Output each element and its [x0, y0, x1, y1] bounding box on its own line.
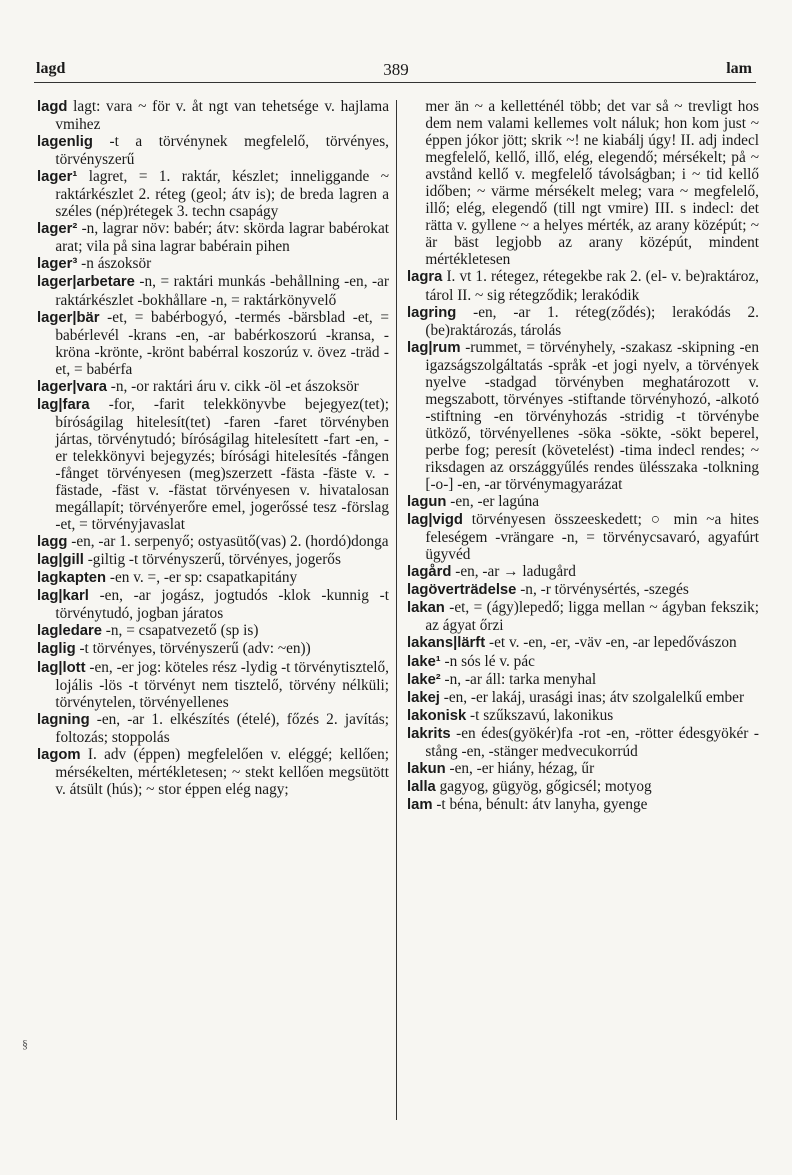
entry-definition: -en, -er jog: köteles rész -lydig -t törvénytisztelő, lojális -lös -t törvényt nem tisztelő, törvény nélküli; törvénytelen, törvényellenes [55, 658, 389, 711]
entry-headword: lake² [407, 671, 441, 688]
entry-headword: laglig [37, 641, 76, 658]
entry-headword: lager|arbetare [37, 274, 135, 291]
entry-definition: -n, lagrar növ: babér; átv: skörda lagrar babérokat arat; vila på sina lagrar babérain pihen [55, 220, 389, 256]
entry-definition: lagret, = 1. raktár, készlet; inneliggande ~ raktárkészlet 2. réteg (geol; átv is); de breda lagren a széles (nép)rétegek 3. techn csapágy [55, 168, 389, 221]
entry-definition: -et, = (ágy)lepedő; ligga mellan ~ ágyban fekszik; az ágyat őrzi [425, 599, 759, 635]
entry-headword: lag|gill [37, 552, 84, 569]
entry-headword: lagg [37, 534, 68, 551]
entry-headword: lagkapten [37, 570, 107, 587]
entry-headword: lake¹ [407, 653, 441, 670]
margin-mark: § [22, 1037, 28, 1051]
dictionary-entry [37, 168, 389, 220]
dictionary-entry [37, 220, 389, 255]
entry-headword: lagra [407, 269, 443, 286]
right-column [407, 98, 759, 814]
entry-definition: -en, -er lakáj, urasági inas; átv szolgalelkű ember [439, 688, 745, 706]
entry-headword: lagledare [37, 623, 102, 640]
entry-headword: lakan [407, 600, 445, 617]
entry-definition: -en, -ar 1. réteg(ződés); lerakódás 2. (be)raktározás, tárolás [425, 303, 759, 339]
entry-definition: -en, -ar 1. elkészítés (ételé), főzés 2. javítás; foltozás; stoppolás [55, 710, 389, 746]
entry-headword: lagöverträdelse [407, 582, 517, 599]
entry-headword: lag|karl [37, 588, 89, 605]
dictionary-entry [407, 760, 759, 778]
dictionary-entry [407, 725, 759, 760]
entry-headword: lagenlig [37, 134, 93, 151]
entry-headword: lagd [37, 99, 68, 115]
entry-headword: lalla [407, 778, 436, 795]
entry-headword: lakrits [407, 725, 451, 742]
dictionary-entry [407, 599, 759, 634]
dictionary-entry [37, 396, 389, 533]
dictionary-entry [37, 309, 389, 378]
entry-definition: -t béna, bénult: átv lanyha, gyenge [432, 795, 648, 813]
entry-definition: -en édes(gyökér)fa -rot -en, -rötter édesgyökér -stång -en, -stänger medvecukorrúd [425, 724, 759, 760]
entry-definition: -et, = babérbogyó, -termés -bärsblad -et, = babérlevél -krans -en, -ar babérkoszorú -kransa, -kröna -krönte, -krönt babérral koszorúz v. övez -träd -et, = babérfa [55, 308, 389, 378]
dictionary-entry [37, 273, 389, 308]
dictionary-entry [407, 689, 759, 707]
entry-headword: lag|fara [37, 396, 90, 413]
dictionary-entry [407, 268, 759, 303]
entry-definition: -n, = raktári munkás -behållning -en, -ar raktárkészlet -bokhållare -n, = raktárkönyvelő [55, 273, 389, 309]
entry-definition: -et v. -en, -er, -väv -en, -ar lepedővászon [485, 634, 737, 652]
entry-definition: lagt: vara ~ för v. åt ngt van tehetsége v. hajlama vmihez [55, 98, 389, 134]
entry-headword: lagom [37, 746, 81, 763]
entry-definition: mer än ~ a kelletténél több; det var så ~ trevligt hos dem nem valami kellemes volt náluk; hon kom just ~ éppen jókor jött; skrik ~! ne kiabálj úgy! II. adj indecl megfelelő, kellő, illő, elég, elegendő; mérsékelt; på ~ avstånd kellő v. megfelelő távolságban; i ~ tid kellő időben; ~ värme mérsékelt meleg; vara ~ megfelelő, illő; elég, elegendő (till ngt vmire) III. s indecl: det rätta v. gyllene ~ a helyes mérték, az arany középút; ~ är bäst legjobb az arany középút, mindent mértékletesen [425, 98, 759, 269]
dictionary-entry [407, 796, 759, 814]
entry-definition: -giltig -t törvényszerű, törvényes, jogerős [83, 551, 341, 569]
left-column [37, 98, 389, 798]
entry-headword: lakej [407, 689, 440, 706]
dictionary-entry [37, 255, 389, 273]
entry-headword: lager³ [37, 256, 78, 273]
dictionary-entry [407, 511, 759, 563]
entry-definition: -n sós lé v. pác [440, 652, 535, 670]
entry-definition: -en, -ar → ladugård [451, 563, 576, 581]
entry-headword: lag|rum [407, 339, 461, 356]
dictionary-entry [37, 98, 389, 133]
entry-definition: -en, -ar jogász, jogtudós -klok -kunnig -t törvénytudó, jogban járatos [55, 587, 389, 623]
entry-headword: lakun [407, 760, 446, 777]
entry-definition: törvényesen összeeskedett; ○ min ~a hites feleségem -vrängare -n, = törvénycsavaró, agyafúrt ügyvéd [425, 511, 759, 564]
header-left-guideword: lagd [36, 60, 66, 77]
header-rule [34, 82, 756, 83]
page-number: 389 [383, 60, 409, 79]
entry-headword: lam [407, 796, 433, 813]
entry-headword: lakonisk [407, 707, 467, 724]
entry-headword: lager|vara [37, 378, 107, 395]
entry-definition: -en, -er lagúna [446, 493, 540, 511]
entry-headword: lakans|lärft [407, 635, 486, 652]
dictionary-entry [37, 569, 389, 587]
dictionary-entry [407, 671, 759, 689]
entry-headword: lag|lott [37, 659, 86, 676]
entry-definition: I. adv (éppen) megfelelően v. eléggé; kellően; mérsékelten, mértékletesen; ~ stekt kellően megsütött v. átsült (hús); ~ stor éppen elég nagy; [55, 745, 389, 798]
entry-headword: lager² [37, 221, 78, 238]
entry-definition: -n, = csapatvezető (sp is) [101, 622, 259, 640]
entry-definition: I. vt 1. rétegez, rétegekbe rak 2. (el- v. be)raktároz, tárol II. ~ sig rétegződik; lerakódik [425, 268, 759, 304]
dictionary-entry [407, 98, 759, 268]
entry-definition: -t törvényes, törvényszerű (adv: ~en)) [75, 640, 311, 658]
header-right-guideword: lam [726, 60, 752, 77]
entry-definition: -en, -er hiány, hézag, űr [445, 759, 595, 777]
entry-definition: -n, -or raktári áru v. cikk -öl -et ászoksör [106, 377, 359, 395]
entry-headword: lag|vigd [407, 512, 463, 529]
entry-headword: lagun [407, 494, 447, 511]
entry-headword: lagning [37, 711, 90, 728]
dictionary-entry [407, 581, 759, 599]
dictionary-entry [407, 778, 759, 796]
dictionary-entry [37, 622, 389, 640]
entry-definition: -t a törvénynek megfelelő, törvényes, törvényszerű [55, 133, 389, 169]
entry-definition: -en v. =, -er sp: csapatkapitány [106, 569, 298, 587]
entry-headword: lager¹ [37, 169, 78, 186]
dictionary-entry [37, 711, 389, 746]
dictionary-entry [407, 634, 759, 652]
column-divider [396, 100, 397, 1120]
entry-headword: lager|bär [37, 309, 100, 326]
entry-definition: -rummet, = törvényhely, -szakasz -skipning -en igazságszolgáltatás -språk -et jogi nyelv, a törvények nyelve -stadgad törvényben meghatározott v. megszabott, törvényes -stiftande törvényhozó, -alkotó -stiftning -en törvényhozás -stridig -t törvénybe ütköző, törvényellenes -söka -sökte, -sökt beperel, perbe fog; peresít (követelést) -tima indecl rendes; ~ riksdagen az országgyűlés rendes ülésszaka -tolkning [-o-] -en, -ar törvénymagyarázat [425, 338, 759, 494]
entry-definition: -n ászoksör [77, 255, 152, 273]
entry-definition: -n, -r törvénysértés, -szegés [516, 581, 689, 599]
dictionary-entry [37, 587, 389, 622]
entry-definition: -n, -ar áll: tarka menyhal [440, 670, 597, 688]
dictionary-entry [407, 563, 759, 581]
dictionary-entry [407, 653, 759, 671]
entry-definition: gagyog, gügyög, gőgicsél; motyog [435, 777, 652, 795]
entry-headword: lagård [407, 564, 452, 581]
dictionary-entry [407, 707, 759, 725]
entry-definition: -t szűkszavú, lakonikus [466, 706, 614, 724]
dictionary-entry [407, 493, 759, 511]
dictionary-entry [407, 304, 759, 339]
dictionary-entry [37, 378, 389, 396]
dictionary-entry [37, 133, 389, 168]
entry-headword: lagring [407, 304, 457, 321]
dictionary-entry [37, 746, 389, 798]
dictionary-entry [407, 339, 759, 493]
dictionary-entry [37, 551, 389, 569]
entry-definition: -for, -farit telekkönyvbe bejegyez(tet); bíróságilag hitelesít(tet) -faren -faret törvényben jártas, törvénytudó; bíróságilag hitelesített -fart -en, -er telekkönyvi bejegyzés; bírósági hitelesítés -fången -fånget törvényesen (meg)szerzett -fästa -fäste v. -fästade, -fäst v. -fästat törvényesen v. hivatalosan megállapít; törvényerőre emel, jogerőssé tesz -förslag -et, = törvényjavaslat [55, 395, 389, 534]
dictionary-entry [37, 640, 389, 658]
dictionary-entry [37, 533, 389, 551]
entry-definition: -en, -ar 1. serpenyő; ostyasütő(vas) 2. (hordó)donga [67, 533, 389, 551]
dictionary-entry [37, 659, 389, 711]
